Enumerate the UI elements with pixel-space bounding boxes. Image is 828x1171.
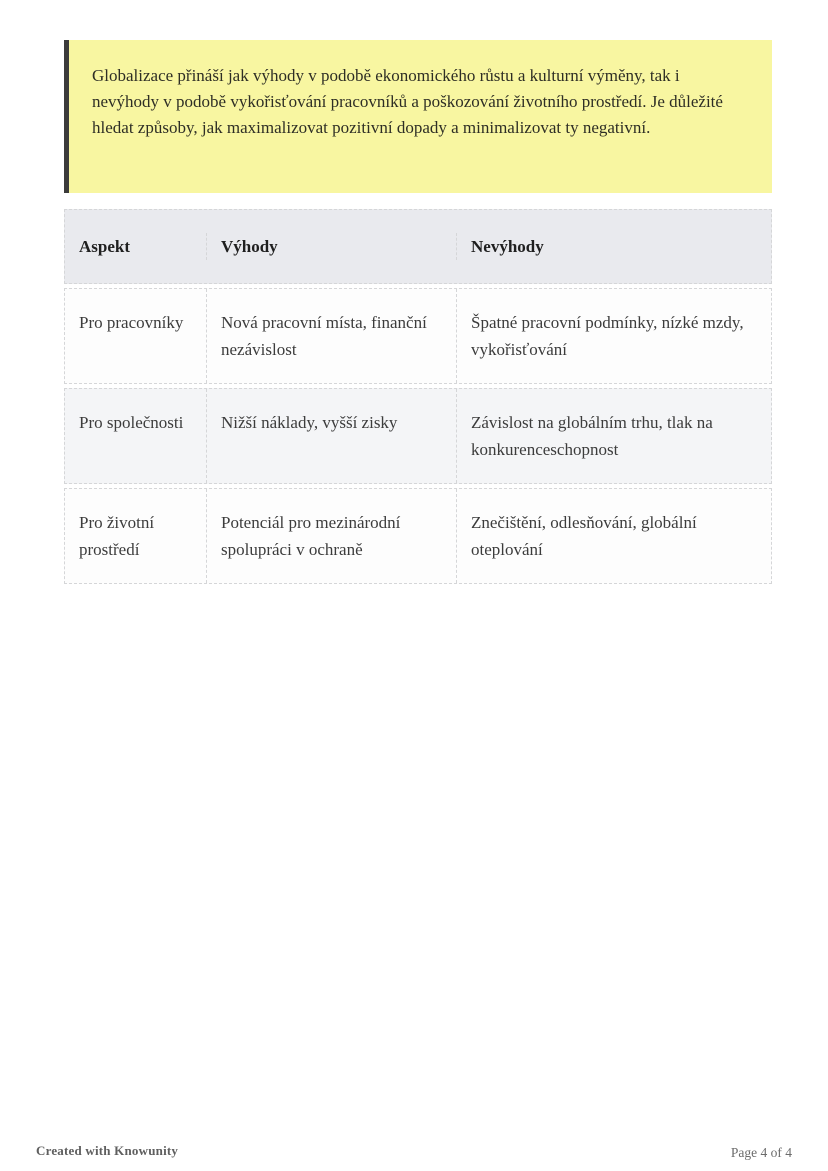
header-cell-aspekt: Aspekt — [79, 237, 131, 256]
table-header-row — [64, 209, 772, 284]
cell-nevyhody: Závislost na globálním trhu, tlak na konkurenceschopnost — [456, 389, 773, 483]
cell-aspekt: Pro životní prostředí — [79, 513, 155, 559]
cell-vyhody: Nová pracovní místa, finanční nezávislost — [206, 289, 456, 383]
globalization-aspects-table — [64, 209, 772, 584]
callout-text: Globalizace přináší jak výhody v podobě ekonomického růstu a kulturní výměny, tak i nevýhody v podobě vykořisťování pracovníků a poškozování životního prostředí. Je důležité hledat způsoby, jak maximalizovat pozitivní dopady a minimalizovat ty negativní. — [92, 66, 723, 137]
created-with-knowunity-label: Created with Knowunity — [36, 1143, 179, 1158]
header-cell-vyhody: Výhody — [206, 233, 456, 260]
header-cell-nevyhody: Nevýhody — [456, 233, 773, 260]
cell-nevyhody: Znečištění, odlesňování, globální oteplování — [456, 489, 773, 583]
cell-vyhody: Nižší náklady, vyšší zisky — [206, 389, 456, 483]
cell-aspekt: Pro společnosti — [79, 413, 184, 432]
highlight-callout — [64, 40, 772, 193]
table-row — [64, 488, 772, 584]
cell-nevyhody: Špatné pracovní podmínky, nízké mzdy, vykořisťování — [456, 289, 773, 383]
table-row — [64, 388, 772, 484]
cell-aspekt: Pro pracovníky — [79, 313, 184, 332]
table-row — [64, 288, 772, 384]
cell-vyhody: Potenciál pro mezinárodní spolupráci v ochraně — [206, 489, 456, 583]
page-number-label: Page 4 of 4 — [730, 1145, 792, 1160]
